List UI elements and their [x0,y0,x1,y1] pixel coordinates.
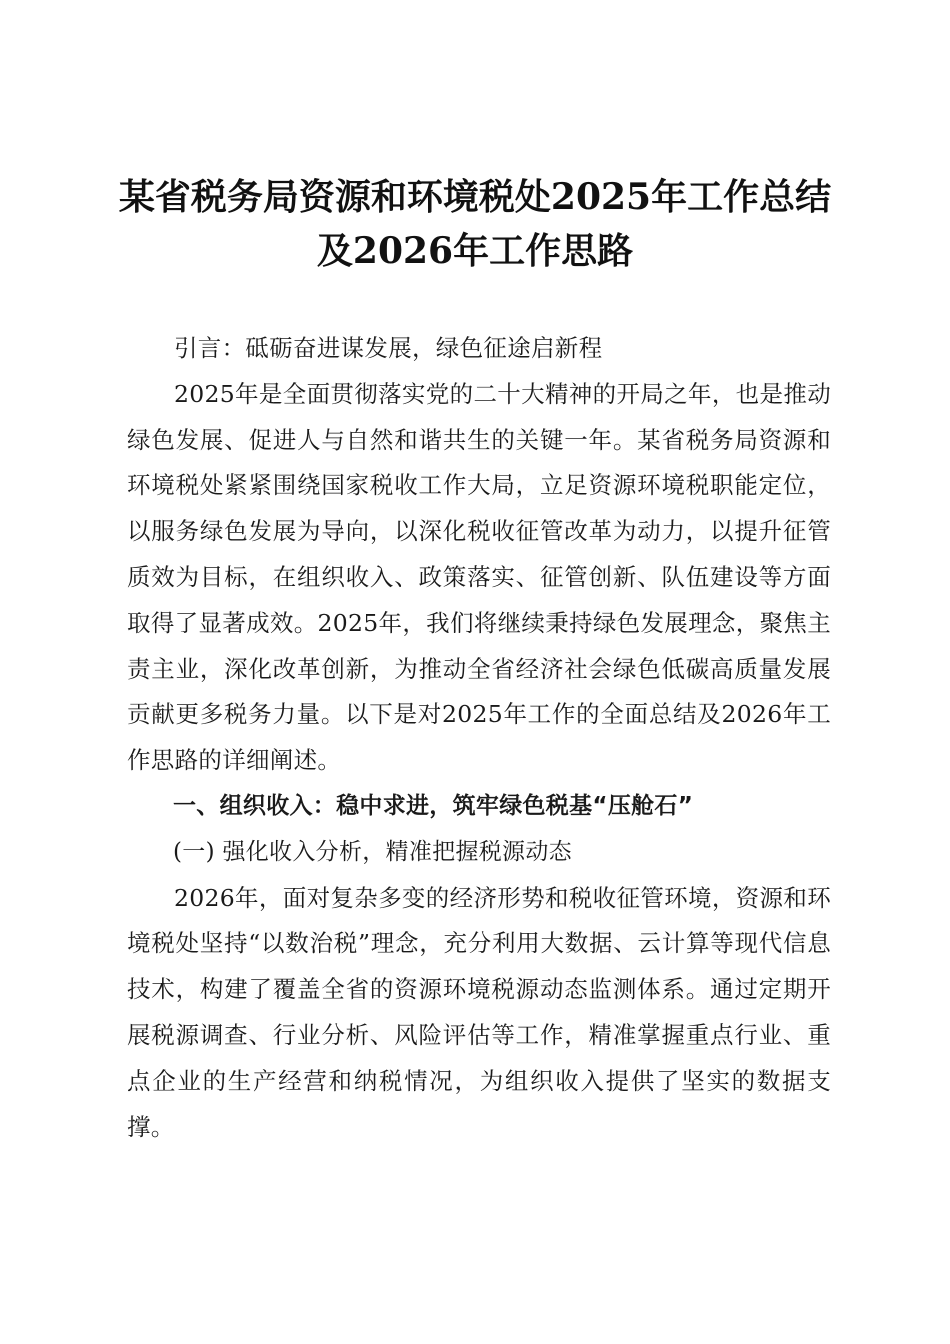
document-body [127,326,831,1150]
title-line-2: 及2026年工作思路 [316,230,634,272]
intro-paragraph: 引言：砥砺奋进谋发展，绿色征途启新程 [174,334,603,362]
subsection-heading: (一) 强化收入分析，精准把握税源动态 [173,838,572,865]
document-title [100,170,850,278]
paragraph-revenue-analysis: 2026年，面对复杂多变的经济形势和税收征管环境，资源和环境税处坚持“以数治税”理念，充分利用大数据、云计算等现代信息技术，构建了覆盖全省的资源环境税源动态监测体系。通过定期开展税源调查、行业分析、风险评估等工作，精准掌握重点行业、重点企业的生产经营和纳税情况，为组织收入提供了坚实的数据支撑。 [127,883,831,1141]
paragraph-overview: 2025年是全面贯彻落实党的二十大精神的开局之年，也是推动绿色发展、促进人与自然和谐共生的关键一年。某省税务局资源和环境税处紧紧围绕国家税收工作大局，立足资源环境税职能定位，以服务绿色发展为导向，以深化税收征管改革为动力，以提升征管质效为目标，在组织收入、政策落实、征管创新、队伍建设等方面取得了显著成效。2025年，我们将继续秉持绿色发展理念，聚焦主责主业，深化改革创新，为推动全省经济社会绿色低碳高质量发展贡献更多税务力量。以下是对2025年工作的全面总结及2026年工作思路的详细阐述。 [127,379,831,775]
section-heading: 一、组织收入：稳中求进，筑牢绿色税基“压舱石” [173,792,694,819]
title-line-1: 某省税务局资源和环境税处2025年工作总结 [118,176,832,218]
